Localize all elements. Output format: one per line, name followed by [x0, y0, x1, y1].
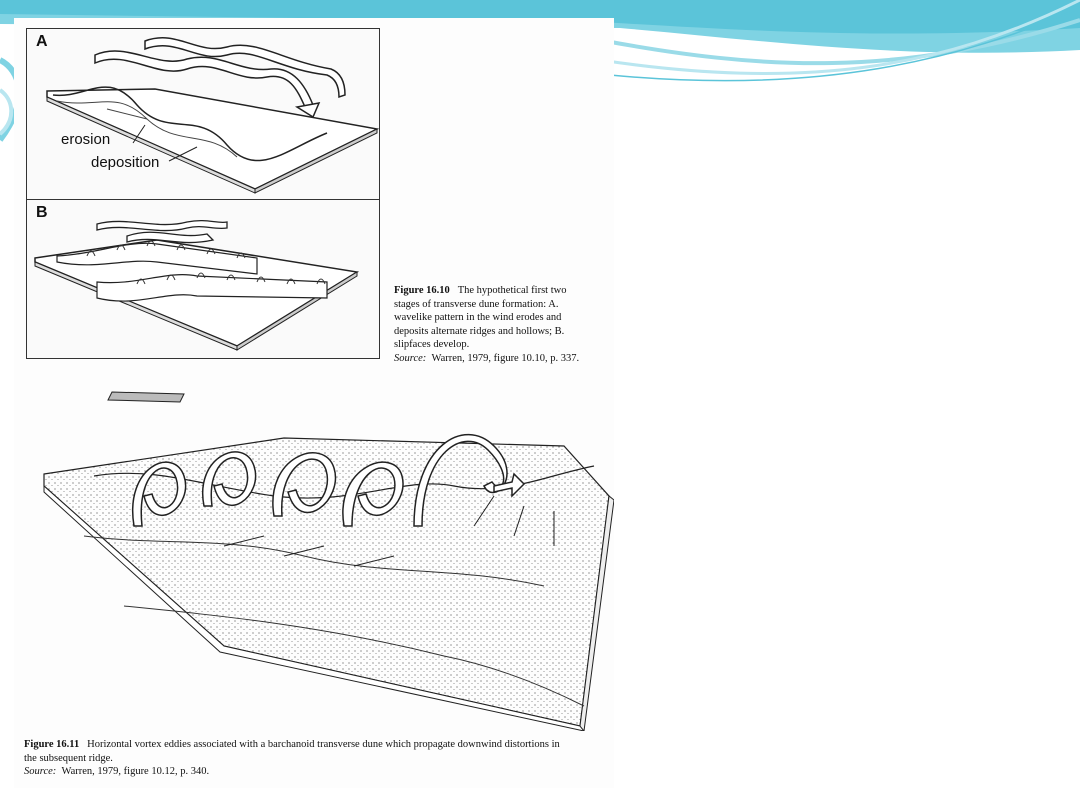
caption-1-source-label: Source:	[394, 352, 427, 364]
caption-2-number: Figure 16.11	[24, 739, 80, 750]
caption-1-line3: wavelike pattern in the wind erodes and	[394, 312, 562, 324]
figure-panel-b	[26, 199, 380, 359]
caption-2-line2: the subsequent ridge.	[24, 752, 113, 764]
caption-2-line1: Horizontal vortex eddies associated with a barchanoid transverse dune which propagate downwind distortions in	[87, 739, 560, 750]
caption-figure-16-11	[24, 738, 612, 779]
dune-diagram-b	[27, 200, 379, 358]
caption-1-line2: stages of transverse dune formation: A.	[394, 298, 559, 310]
caption-1-source: Warren, 1979, figure 10.10, p. 337.	[431, 352, 580, 364]
caption-1-line1: The hypothetical first two	[457, 285, 567, 296]
vortex-dune-diagram	[24, 386, 614, 731]
caption-1-number: Figure 16.10	[394, 285, 450, 296]
panel-b-letter: B	[36, 204, 48, 221]
caption-1-line5: slipfaces develop.	[394, 339, 470, 351]
dune-diagram-a	[27, 29, 379, 199]
label-deposition: deposition	[91, 154, 160, 171]
caption-1-line4: deposits alternate ridges and hollows; B.	[394, 325, 565, 337]
caption-figure-16-10	[394, 284, 609, 366]
panel-a-letter: A	[36, 33, 48, 50]
figure-panel-a	[26, 28, 380, 200]
textbook-page	[14, 18, 614, 788]
caption-2-source: Warren, 1979, figure 10.12, p. 340.	[61, 766, 210, 778]
caption-2-source-label: Source:	[24, 766, 57, 778]
label-erosion: erosion	[61, 131, 111, 148]
